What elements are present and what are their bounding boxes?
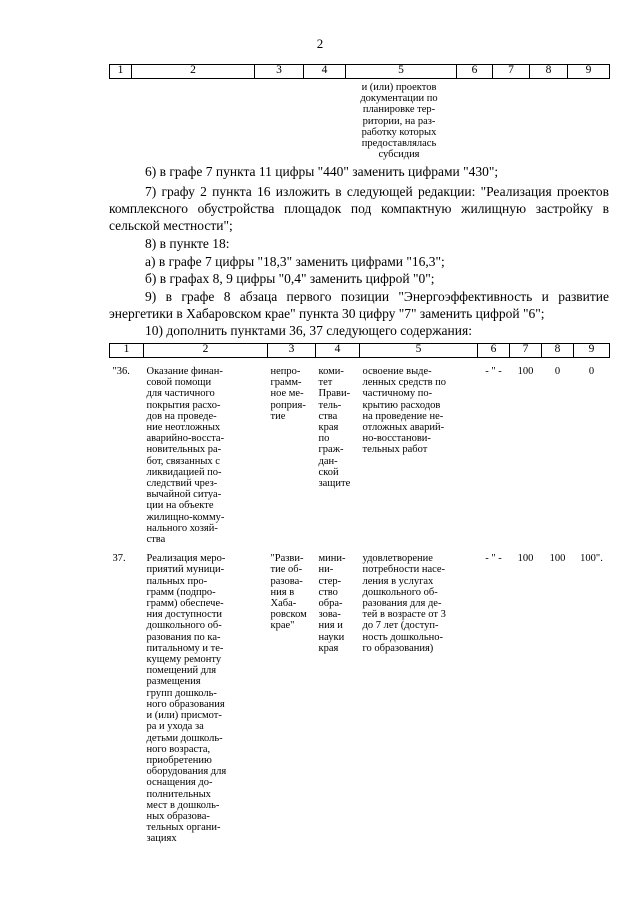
column-number-8: 8 [542, 344, 574, 358]
unit-value: - " - [485, 366, 502, 377]
paragraph-item-10: 10) дополнить пунктами 36, 37 следующего содержания: [145, 323, 472, 338]
measure-name: Реализация меро- приятий муници- пальных про- грамм (подпро- грамм) обеспече- ния доступности дошкольного об- разования по ка- питальному и те- кущему ремонту помещений для размещения групп дошколь- ного образования и (или) присмот- ра и ухода за детьми дошколь- ного возраста, приобретению оборудования для оснащения до- полнительных мест в дошколь- ных образова- тельных органи- зациях [146, 553, 227, 845]
column-number-9: 9 [574, 344, 610, 358]
page-number: 2 [316, 36, 324, 51]
column-number-7: 7 [493, 65, 530, 79]
column-number-4: 4 [304, 65, 346, 79]
column-number-3: 3 [268, 344, 316, 358]
row-number: 37. [112, 553, 126, 565]
column-number-6: 6 [457, 65, 493, 79]
paragraph-item-8: 8) в пункте 18: [145, 236, 230, 251]
executor-name: коми- тет Прави- тель- ства края по граж- дан- ской защите [318, 366, 351, 490]
paragraph-item-8a: а) в графе 7 цифры "18,3" заменить цифрами "16,3"; [145, 254, 445, 269]
value-column-9: 0 [588, 366, 595, 377]
measure-name: Оказание финан- совой помощи для частичного покрытия расхо- дов на проведе- ние неотложных аварийно-восста- новительных ра- бот, связанных с ликвидацией по- следствий чрез- вычайной ситуа- ции на объекте жилищно-комму- нального хозяй- ства [146, 366, 225, 546]
indicator-text: удовлетворение потребности насе- ления в услугах дошкольного об- разования для де- тей в возрасте от 3 до 7 лет (доступ- ность дошкольно- го образования) [362, 553, 446, 654]
paragraph-item-7: 7) графу 2 пункта 16 изложить в следующей редакции: "Реализация проектов комплексного обустройства площадок под компактную жилищную застройку в сельской местности"; [109, 184, 609, 233]
value-column-8: 0 [554, 366, 561, 377]
addition-table [109, 343, 610, 846]
column-number-2: 2 [144, 344, 268, 358]
continued-cell-text: и (или) проектов документации по планировке тер- ритории, на раз- работку которых предоставлялась субсидия [360, 82, 438, 161]
column-number-3: 3 [255, 65, 304, 79]
column-number-8: 8 [530, 65, 568, 79]
paragraph-item-9: 9) в графе 8 абзаца первого позиции "Энергоэффективность и развитие энергетики в Хабаровском крае" пункта 30 цифру "7" заменить цифрой "6"; [109, 289, 609, 321]
row-number: "36. [112, 366, 130, 377]
column-number-1: 1 [110, 344, 144, 358]
continuation-table-header [109, 64, 610, 79]
column-number-5: 5 [346, 65, 457, 79]
column-number-9: 9 [568, 65, 610, 79]
program-name: "Разви- тие об- разова- ния в Хаба- ровском крае" [270, 553, 307, 632]
column-number-5: 5 [360, 344, 478, 358]
column-number-1: 1 [110, 65, 132, 79]
value-column-9: 100". [580, 553, 603, 565]
indicator-text: освоение выде- ленных средств по частичному по- крытию расходов на проведение не- отложных аварий- но-восстанови- тельных работ [362, 366, 447, 456]
column-number-6: 6 [478, 344, 510, 358]
column-number-2: 2 [132, 65, 255, 79]
paragraph-item-6: 6) в графе 7 пункта 11 цифры "440" заменить цифрами "430"; [145, 164, 499, 179]
value-column-7: 100 [517, 366, 534, 377]
column-number-7: 7 [510, 344, 542, 358]
table-row [110, 546, 610, 845]
executor-name: мини- ни- стер- ство обра- зова- ния и науки края [318, 553, 346, 654]
table-row [110, 358, 610, 547]
unit-value: - " - [485, 553, 502, 565]
value-column-7: 100 [517, 553, 534, 565]
paragraph-item-8b: б) в графах 8, 9 цифры "0,4" заменить цифрой "0"; [145, 271, 435, 286]
column-number-4: 4 [316, 344, 360, 358]
program-name: непро- грамм- ное ме- роприя- тие [270, 366, 306, 422]
value-column-8: 100 [549, 553, 566, 565]
